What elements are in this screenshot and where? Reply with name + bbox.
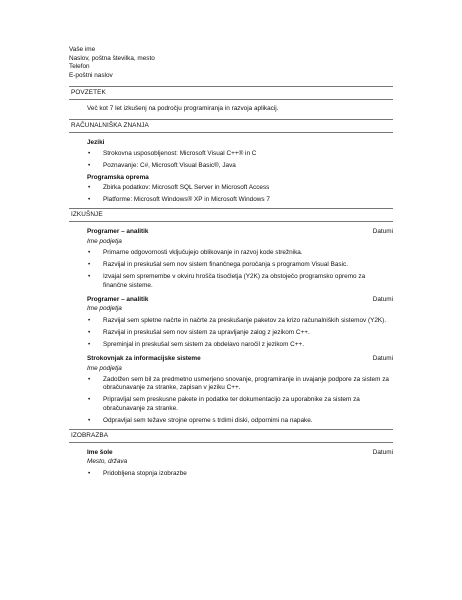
education-list [87, 470, 393, 478]
list-item: • Izvajal sem spremembe v okviru hrošča tisočletja (Y2K) za obstoječo programsko opremo za finančne sisteme. [87, 273, 393, 290]
skills-list [87, 150, 393, 170]
contact-email: E-poštni naslov [69, 71, 113, 79]
skills-group-title: Programska oprema [87, 173, 149, 181]
list-item: • Primarne odgovornosti vključujejo oblikovanje in razvoj kode strežnika. [87, 249, 393, 257]
list-item: • Zbirka podatkov: Microsoft SQL Server in Microsoft Access [87, 184, 393, 192]
skills-list [87, 184, 393, 204]
list-item: • Razvijal in preskušal sem nov sistem za upravljanje zalog z jezikom C++. [87, 329, 393, 337]
job-entry [87, 228, 393, 290]
contact-block [69, 46, 393, 80]
skills-group-title: Jeziki [87, 139, 105, 147]
list-item: • Pripravljal sem preskusne pakete in podatke ter dokumentacijo za uporabnike za sistem za obračunavanje za stranke. [87, 396, 393, 413]
list-item: • Odpravljal sem težave strojne opreme s trdimi diski, odpornimi na napake. [87, 417, 393, 425]
company-name: Ime podjetja [87, 364, 122, 372]
experience-section [69, 208, 393, 425]
job-title: Strokovnjak za informacijske sisteme [87, 355, 201, 363]
summary-section [69, 86, 393, 117]
job-title: Programer – analitik [87, 228, 149, 236]
list-item: • Razvijal in preskušal sem nov sistem finančnega poročanja s programom Visual Basic. [87, 261, 393, 269]
contact-address: Naslov, poštna številka, mesto [69, 54, 155, 62]
skills-heading: RAČUNALNIŠKA ZNANJA [69, 119, 393, 133]
list-item: • Platforme: Microsoft Windows® XP in Microsoft Windows 7 [87, 196, 393, 204]
school-location: Mesto, država [87, 458, 128, 466]
experience-heading: IZKUŠNJE [69, 208, 393, 222]
education-section [69, 429, 393, 478]
job-entry [87, 296, 393, 349]
job-header [87, 296, 393, 304]
skills-section [69, 119, 393, 204]
education-dates: Datumi [372, 448, 393, 456]
list-item: • Strokovna usposobljenost: Microsoft Visual C++® in C [87, 150, 393, 158]
job-entry [87, 355, 393, 425]
job-header [87, 228, 393, 236]
school-name: Ime šole [87, 448, 113, 456]
education-header [87, 449, 393, 457]
contact-phone: Telefon [69, 63, 90, 70]
job-dates: Datumi [372, 355, 393, 363]
education-body [69, 443, 393, 478]
list-item: • Pridobljena stopnja izobrazbe [87, 470, 393, 478]
job-duties [87, 249, 393, 290]
job-title: Programer – analitik [87, 296, 149, 304]
list-item: • Spreminjal in preskušal sem sistem za obdelavo naročil z jezikom C++. [87, 341, 393, 349]
company-name: Ime podjetja [87, 305, 122, 313]
list-item: • Zadolžen sem bil za predmetno usmerjeno snovanje, programiranje in uvajanje podpore za sistem za obračunavanje za stranke, zapisan v jeziku C++. [87, 376, 393, 393]
job-dates: Datumi [372, 296, 393, 304]
skills-body [69, 133, 393, 204]
job-dates: Datumi [372, 228, 393, 236]
job-duties [87, 317, 393, 350]
company-name: Ime podjetja [87, 237, 122, 245]
summary-text: Več kot 7 let izkušenj na področju programiranja in razvoja aplikacij. [87, 105, 279, 112]
education-heading: IZOBRAZBA [69, 429, 393, 443]
list-item: • Razvijal sem spletne načrte in načrte za preskušanje paketov za krizo računalniških sistemov (Y2K). [87, 317, 393, 325]
experience-body [69, 222, 393, 425]
job-duties [87, 376, 393, 425]
job-header [87, 355, 393, 363]
summary-heading: POVZETEK [69, 86, 393, 100]
contact-name: Vaše ime [69, 46, 96, 53]
education-entry [87, 449, 393, 478]
list-item: • Poznavanje: C#, Microsoft Visual Basic®, Java [87, 162, 393, 170]
